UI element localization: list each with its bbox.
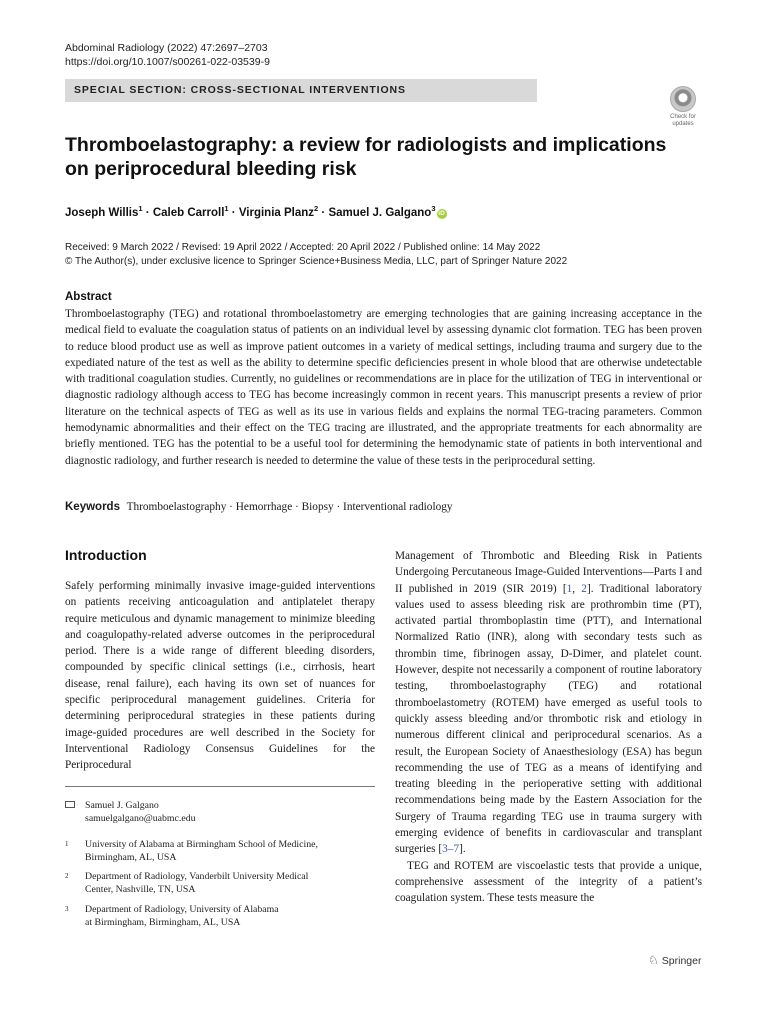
- copyright-line: © The Author(s), under exclusive licence to Springer Science+Business Media, LLC, part of Springer Nature 2022: [65, 256, 568, 267]
- intro-right-column: [395, 548, 702, 907]
- affiliation-number: 1: [65, 840, 69, 848]
- affiliation-line: Birmingham, AL, USA: [85, 852, 177, 863]
- author-separator: ·: [321, 206, 326, 219]
- correspondence-footnote: [65, 799, 375, 827]
- introduction-heading: Introduction: [65, 547, 147, 563]
- publication-dates: [65, 241, 567, 269]
- affiliation-line: Department of Radiology, University of Alabama: [85, 904, 279, 915]
- correspondence-name: Samuel J. Galgano: [85, 800, 159, 811]
- envelope-icon: [65, 801, 75, 808]
- author-name[interactable]: Samuel J. Galgano: [328, 206, 432, 219]
- author-separator: ·: [145, 206, 150, 219]
- section-band: SPECIAL SECTION: CROSS-SECTIONAL INTERVENTIONS: [65, 79, 537, 102]
- orcid-icon[interactable]: iD: [438, 209, 445, 217]
- paragraph-text: ].: [459, 843, 466, 856]
- author-affiliation-mark: 1: [138, 204, 143, 213]
- affiliation-line: University of Alabama at Birmingham School of Medicine,: [85, 839, 318, 850]
- affiliation-line: Department of Radiology, Vanderbilt University Medical: [85, 871, 309, 882]
- author-affiliation-mark: 2: [314, 204, 319, 213]
- author-separator: ·: [231, 206, 236, 219]
- author-list: [65, 204, 447, 219]
- affiliation-number: 3: [65, 905, 69, 913]
- correspondence-email[interactable]: samuelgalgano@uabmc.edu: [85, 813, 196, 824]
- publisher-name: Springer: [661, 955, 702, 967]
- author-name[interactable]: Joseph Willis: [65, 206, 139, 219]
- footnote-divider: [65, 786, 375, 787]
- abstract-heading: Abstract: [65, 291, 112, 303]
- citation-link-1[interactable]: 1: [566, 582, 573, 595]
- article-title: Thromboelastography: a review for radiologists and implications on periprocedural bleeding risk: [65, 134, 667, 180]
- crossmark-icon: [670, 86, 696, 112]
- crossmark-line1: Check for: [670, 114, 696, 120]
- citation-link-2[interactable]: 2: [581, 582, 587, 595]
- doi-link[interactable]: https://doi.org/10.1007/s00261-022-03539-9: [65, 56, 270, 68]
- paragraph-text: Management of Thrombotic and Bleeding Risk in Patients Undergoing Percutaneous Image-Guided Interventions—Parts I and II published in 2019 (SIR 2019) [: [395, 550, 702, 595]
- keywords-label: Keywords: [65, 501, 120, 513]
- keywords-text: Thromboelastography · Hemorrhage · Biopsy · Interventional radiology: [126, 501, 453, 513]
- abstract-text: Thromboelastography (TEG) and rotational thromboelastometry are emerging technologies that are gaining increasing acceptance in the medical field to evaluate the coagulation status of patients on an individual level by assessing dynamic clot formation. TEG has been proven to reduce blood product use as well as improve patient outcomes in a variety of medical settings, including trauma and surgery due to the expediated nature of the test as well as the ability to determine specific deficiencies present in whole blood that are otherwise undetectable with traditional coagulation studies. Currently, no guidelines or recommendations are in place for the utilization of TEG in interventional or diagnostic radiology although access to TEG has become increasingly common in recent years. This manuscript presents a review of prior literature on the technical aspects of TEG as well as its use in various fields and explains the normal TEG-tracing parameters. Common hemodynamic abnormalities and their effect on the TEG tracing are illustrated, and the appropriate treatments for each abnormality are briefly mentioned. TEG has the potential to be a useful tool for determining the hemodynamic state of patients in both interventional and diagnostic radiology, and further research is needed to determine the value of these tests in the periprocedural setting.: [65, 308, 702, 467]
- author-name[interactable]: Virginia Planz: [238, 206, 315, 219]
- citation-separator: ,: [572, 582, 582, 595]
- affiliation-line: Center, Nashville, TN, USA: [85, 884, 196, 895]
- intro-left-column: Safely performing minimally invasive image-guided interventions on patients receiving anticoagulation and antiplatelet therapy require meticulous and dynamic management to minimize bleeding and coagulopathy-related adverse outcomes in the periprocedural period. There is a wide range of different bleeding disorders, compounded by specific clinical settings (i.e., cirrhosis, heart disease, renal failure), each having its own set of nuances for specific periprocedural management guidelines. Criteria for determining periprocedural strategies in these patients during image-guided procedures are well described in the Society for Interventional Radiology Consensus Guidelines for the Periprocedural: [65, 580, 375, 772]
- paragraph-text: ]. Traditional laboratory values used to assess bleeding risk are prothrombin time (PT), activated partial thromboplastin time (PTT), and International Normalized Ratio (INR), along with secondary tests such as thrombin time, fibrinogen assay, D-Dimer, and platelet count. However, despite not necessarily a component of routine laboratory testing, thromboelastography (TEG) and rotational thromboelastometry (ROTEM) have emerged as useful tools to quickly assess bleeding and/or thrombotic risk and etiology in numerous different clinical and periprocedural scenarios. As a result, the European Society of Anaesthesiology (ESA) has begun recommending the use of TEG as a means of identifying and treating bleeding in the perioperative setting with additional recommendations being made by the Eastern Association for the Surgery of Trauma regarding TEG use in trauma surgery with emerging evidence of benefits in cardiovascular and transplant surgeries [: [395, 582, 702, 856]
- author-affiliation-mark: 1: [224, 204, 229, 213]
- springer-horse-icon: ♘: [648, 953, 659, 967]
- citation-link-3-7[interactable]: 3–7: [442, 843, 460, 856]
- keywords-line: [65, 501, 453, 513]
- publisher-mark: [648, 953, 701, 967]
- affiliation-line: at Birmingham, Birmingham, AL, USA: [85, 917, 241, 928]
- intro-paragraph: TEG and ROTEM are viscoelastic tests that provide a unique, comprehensive assessment of the integrity of a patient’s coagulation system. These tests measure the: [395, 859, 702, 905]
- crossmark-badge[interactable]: [663, 86, 703, 128]
- author-name[interactable]: Caleb Carroll: [152, 206, 225, 219]
- crossmark-line2: updates: [672, 121, 694, 127]
- affiliation-number: 2: [65, 872, 69, 880]
- journal-citation: Abdominal Radiology (2022) 47:2697–2703: [65, 42, 268, 54]
- affiliation-footnote: [65, 838, 375, 866]
- intro-paragraph: [395, 548, 702, 858]
- affiliation-footnote: [65, 870, 375, 898]
- journal-header: [65, 41, 270, 69]
- author-affiliation-mark: 3: [431, 204, 436, 213]
- affiliation-footnote: [65, 903, 375, 931]
- history-dates: Received: 9 March 2022 / Revised: 19 April 2022 / Accepted: 20 April 2022 / Published online: 14 May 2022: [65, 242, 541, 253]
